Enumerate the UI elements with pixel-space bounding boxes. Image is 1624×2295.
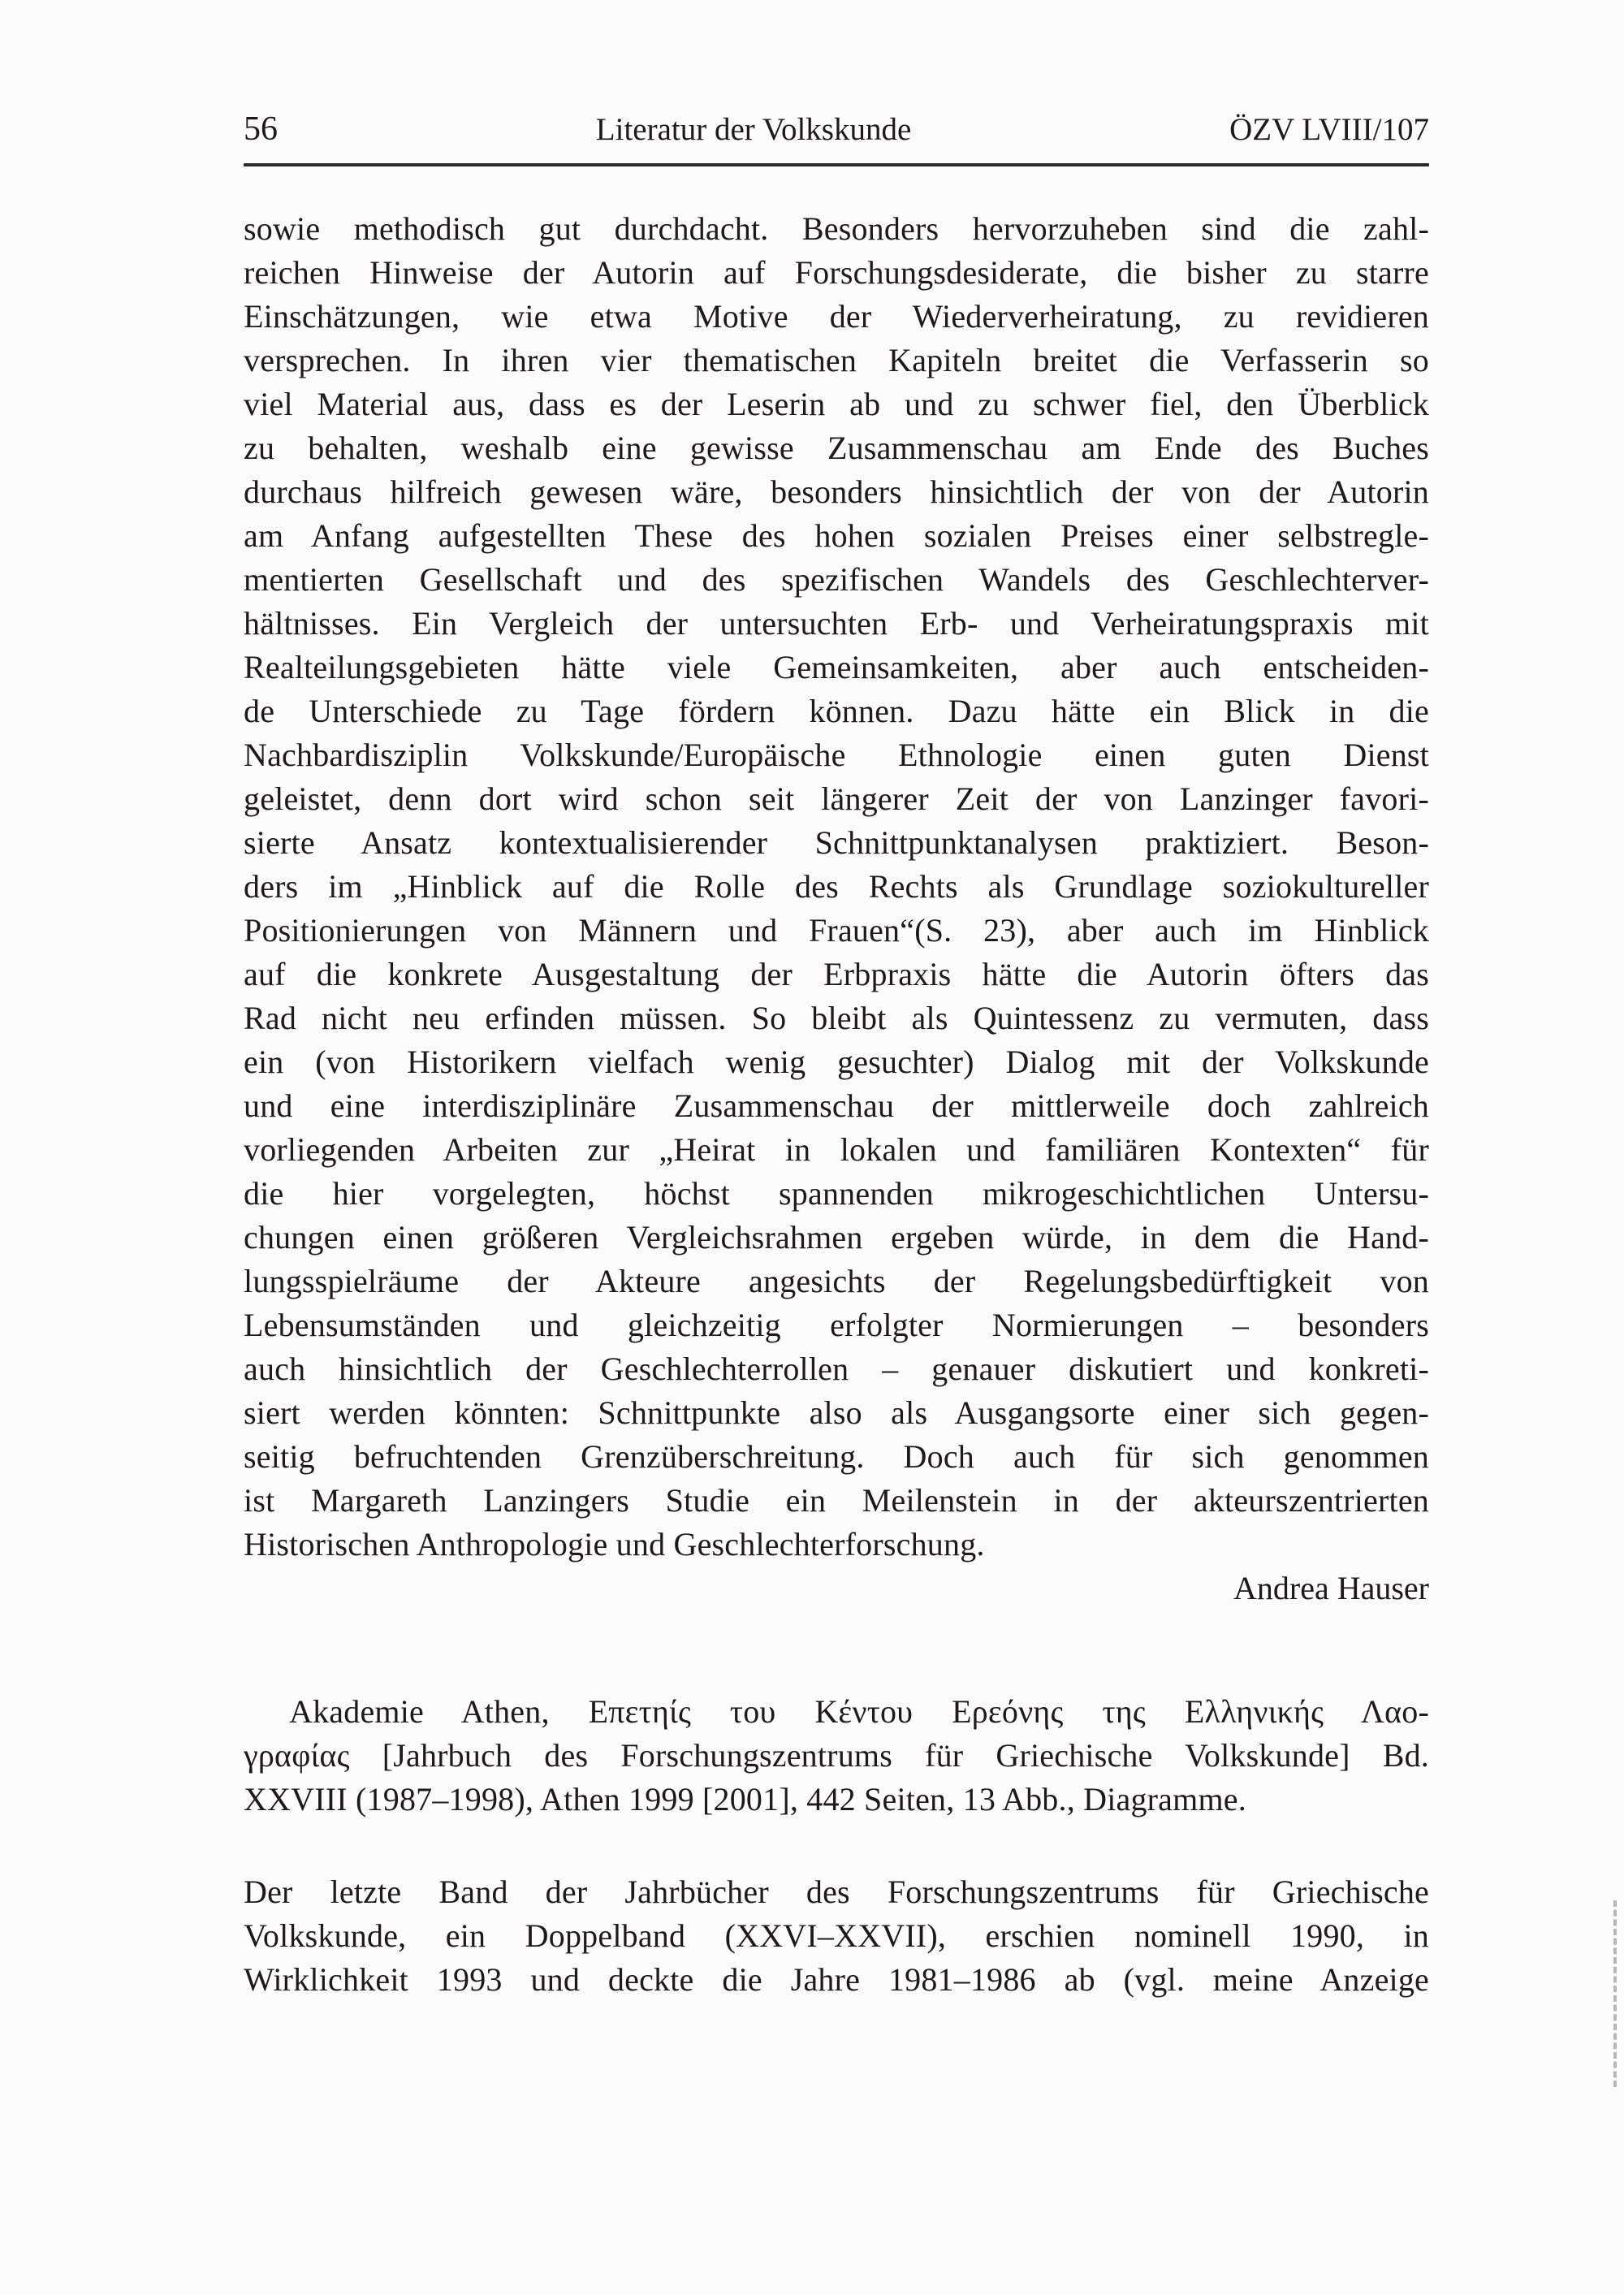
text-line: am Anfang aufgestellten These des hohen sozialen Preises einer selbstregle-	[244, 517, 1429, 554]
text-line: mentierten Gesellschaft und des spezifischen Wandels des Geschlechterver-	[244, 561, 1429, 598]
text-line: sowie methodisch gut durchdacht. Besonders hervorzuheben sind die zahl-	[244, 210, 1429, 247]
running-title: Literatur der Volkskunde	[595, 112, 912, 147]
text-line: Wirklichkeit 1993 und deckte die Jahre 1981–1986 ab (vgl. meine Anzeige	[244, 1961, 1429, 1998]
text-line: durchaus hilfreich gewesen wäre, besonders hinsichtlich der von der Autorin	[244, 473, 1429, 510]
text-line: viel Material aus, dass es der Leserin ab und zu schwer fiel, den Überblick	[244, 386, 1429, 422]
journal-volume-ref: ÖZV LVIII/107	[1229, 112, 1429, 147]
scan-artifact	[1613, 1900, 1617, 2087]
text-line: ist Margareth Lanzingers Studie ein Meilenstein in der akteurszentrierten	[244, 1482, 1429, 1519]
text-line: seitig befruchtenden Grenzüberschreitung. Doch auch für sich genommen	[244, 1438, 1429, 1475]
text-line: Lebensumständen und gleichzeitig erfolgter Normierungen – besonders	[244, 1307, 1429, 1343]
page-header	[244, 107, 1429, 152]
text-line: XXVIII (1987–1998), Athen 1999 [2001], 442 Seiten, 13 Abb., Diagramme.	[244, 1781, 1246, 1817]
text-line: Der letzte Band der Jahrbücher des Forschungszentrums für Griechische	[244, 1874, 1429, 1910]
text-line: lungsspielräume der Akteure angesichts der Regelungsbedürftigkeit von	[244, 1263, 1429, 1299]
text-line: Nachbardisziplin Volkskunde/Europäische Ethnologie einen guten Dienst	[244, 737, 1429, 773]
text-line: de Unterschiede zu Tage fördern können. Dazu hätte ein Blick in die	[244, 693, 1429, 729]
text-line: auf die konkrete Ausgestaltung der Erbpraxis hätte die Autorin öfters das	[244, 956, 1429, 992]
text-line: Akademie Athen, Επετηίς του Κέντου Ερεόνης της Ελληνικής Λαο-	[289, 1693, 1429, 1730]
text-line: ein (von Historikern vielfach wenig gesuchter) Dialog mit der Volkskunde	[244, 1044, 1429, 1080]
text-line: die hier vorgelegten, höchst spannenden mikrogeschichtlichen Untersu-	[244, 1175, 1429, 1212]
text-line: geleistet, denn dort wird schon seit längerer Zeit der von Lanzinger favori-	[244, 780, 1429, 817]
page-number: 56	[244, 110, 278, 148]
text-line: auch hinsichtlich der Geschlechterrollen – genauer diskutiert und konkreti-	[244, 1351, 1429, 1387]
text-line: Einschätzungen, wie etwa Motive der Wiederverheiratung, zu revidieren	[244, 298, 1429, 335]
text-line: und eine interdisziplinäre Zusammenschau der mittlerweile doch zahlreich	[244, 1087, 1429, 1124]
text-line: γραφίας [Jahrbuch des Forschungszentrums für Griechische Volkskunde] Bd.	[244, 1737, 1429, 1774]
bib-entry	[244, 1690, 1429, 1822]
next-review-body	[244, 1870, 1429, 2002]
text-line: hältnisses. Ein Vergleich der untersuchten Erb- und Verheiratungspraxis mit	[244, 605, 1429, 642]
reviewer-signature: Andrea Hauser	[1233, 1570, 1429, 1606]
text-line: Realteilungsgebieten hätte viele Gemeinsamkeiten, aber auch entscheiden-	[244, 649, 1429, 685]
text-line: reichen Hinweise der Autorin auf Forschungsdesiderate, die bisher zu starre	[244, 254, 1429, 291]
text-line: siert werden könnten: Schnittpunkte also als Ausgangsorte einer sich gegen-	[244, 1394, 1429, 1431]
text-line: ders im „Hinblick auf die Rolle des Rechts als Grundlage soziokultureller	[244, 868, 1429, 905]
text-line: sierte Ansatz kontextualisierender Schnittpunktanalysen praktiziert. Beson-	[244, 824, 1429, 861]
header-rule	[244, 163, 1429, 166]
review-body	[244, 207, 1429, 1567]
text-line: Volkskunde, ein Doppelband (XXVI–XXVII), erschien nominell 1990, in	[244, 1917, 1429, 1954]
text-line: chungen einen größeren Vergleichsrahmen ergeben würde, in dem die Hand-	[244, 1219, 1429, 1256]
text-line: Historischen Anthropologie und Geschlechterforschung.	[244, 1526, 985, 1562]
text-line: versprechen. In ihren vier thematischen Kapiteln breitet die Verfasserin so	[244, 342, 1429, 378]
text-line: vorliegenden Arbeiten zur „Heirat in lokalen und familiären Kontexten“ für	[244, 1131, 1429, 1168]
text-line: Positionierungen von Männern und Frauen“(S. 23), aber auch im Hinblick	[244, 912, 1429, 949]
text-column	[244, 107, 1429, 2002]
text-line: zu behalten, weshalb eine gewisse Zusammenschau am Ende des Buches	[244, 430, 1429, 466]
text-line: Rad nicht neu erfinden müssen. So bleibt als Quintessenz zu vermuten, dass	[244, 1000, 1429, 1036]
